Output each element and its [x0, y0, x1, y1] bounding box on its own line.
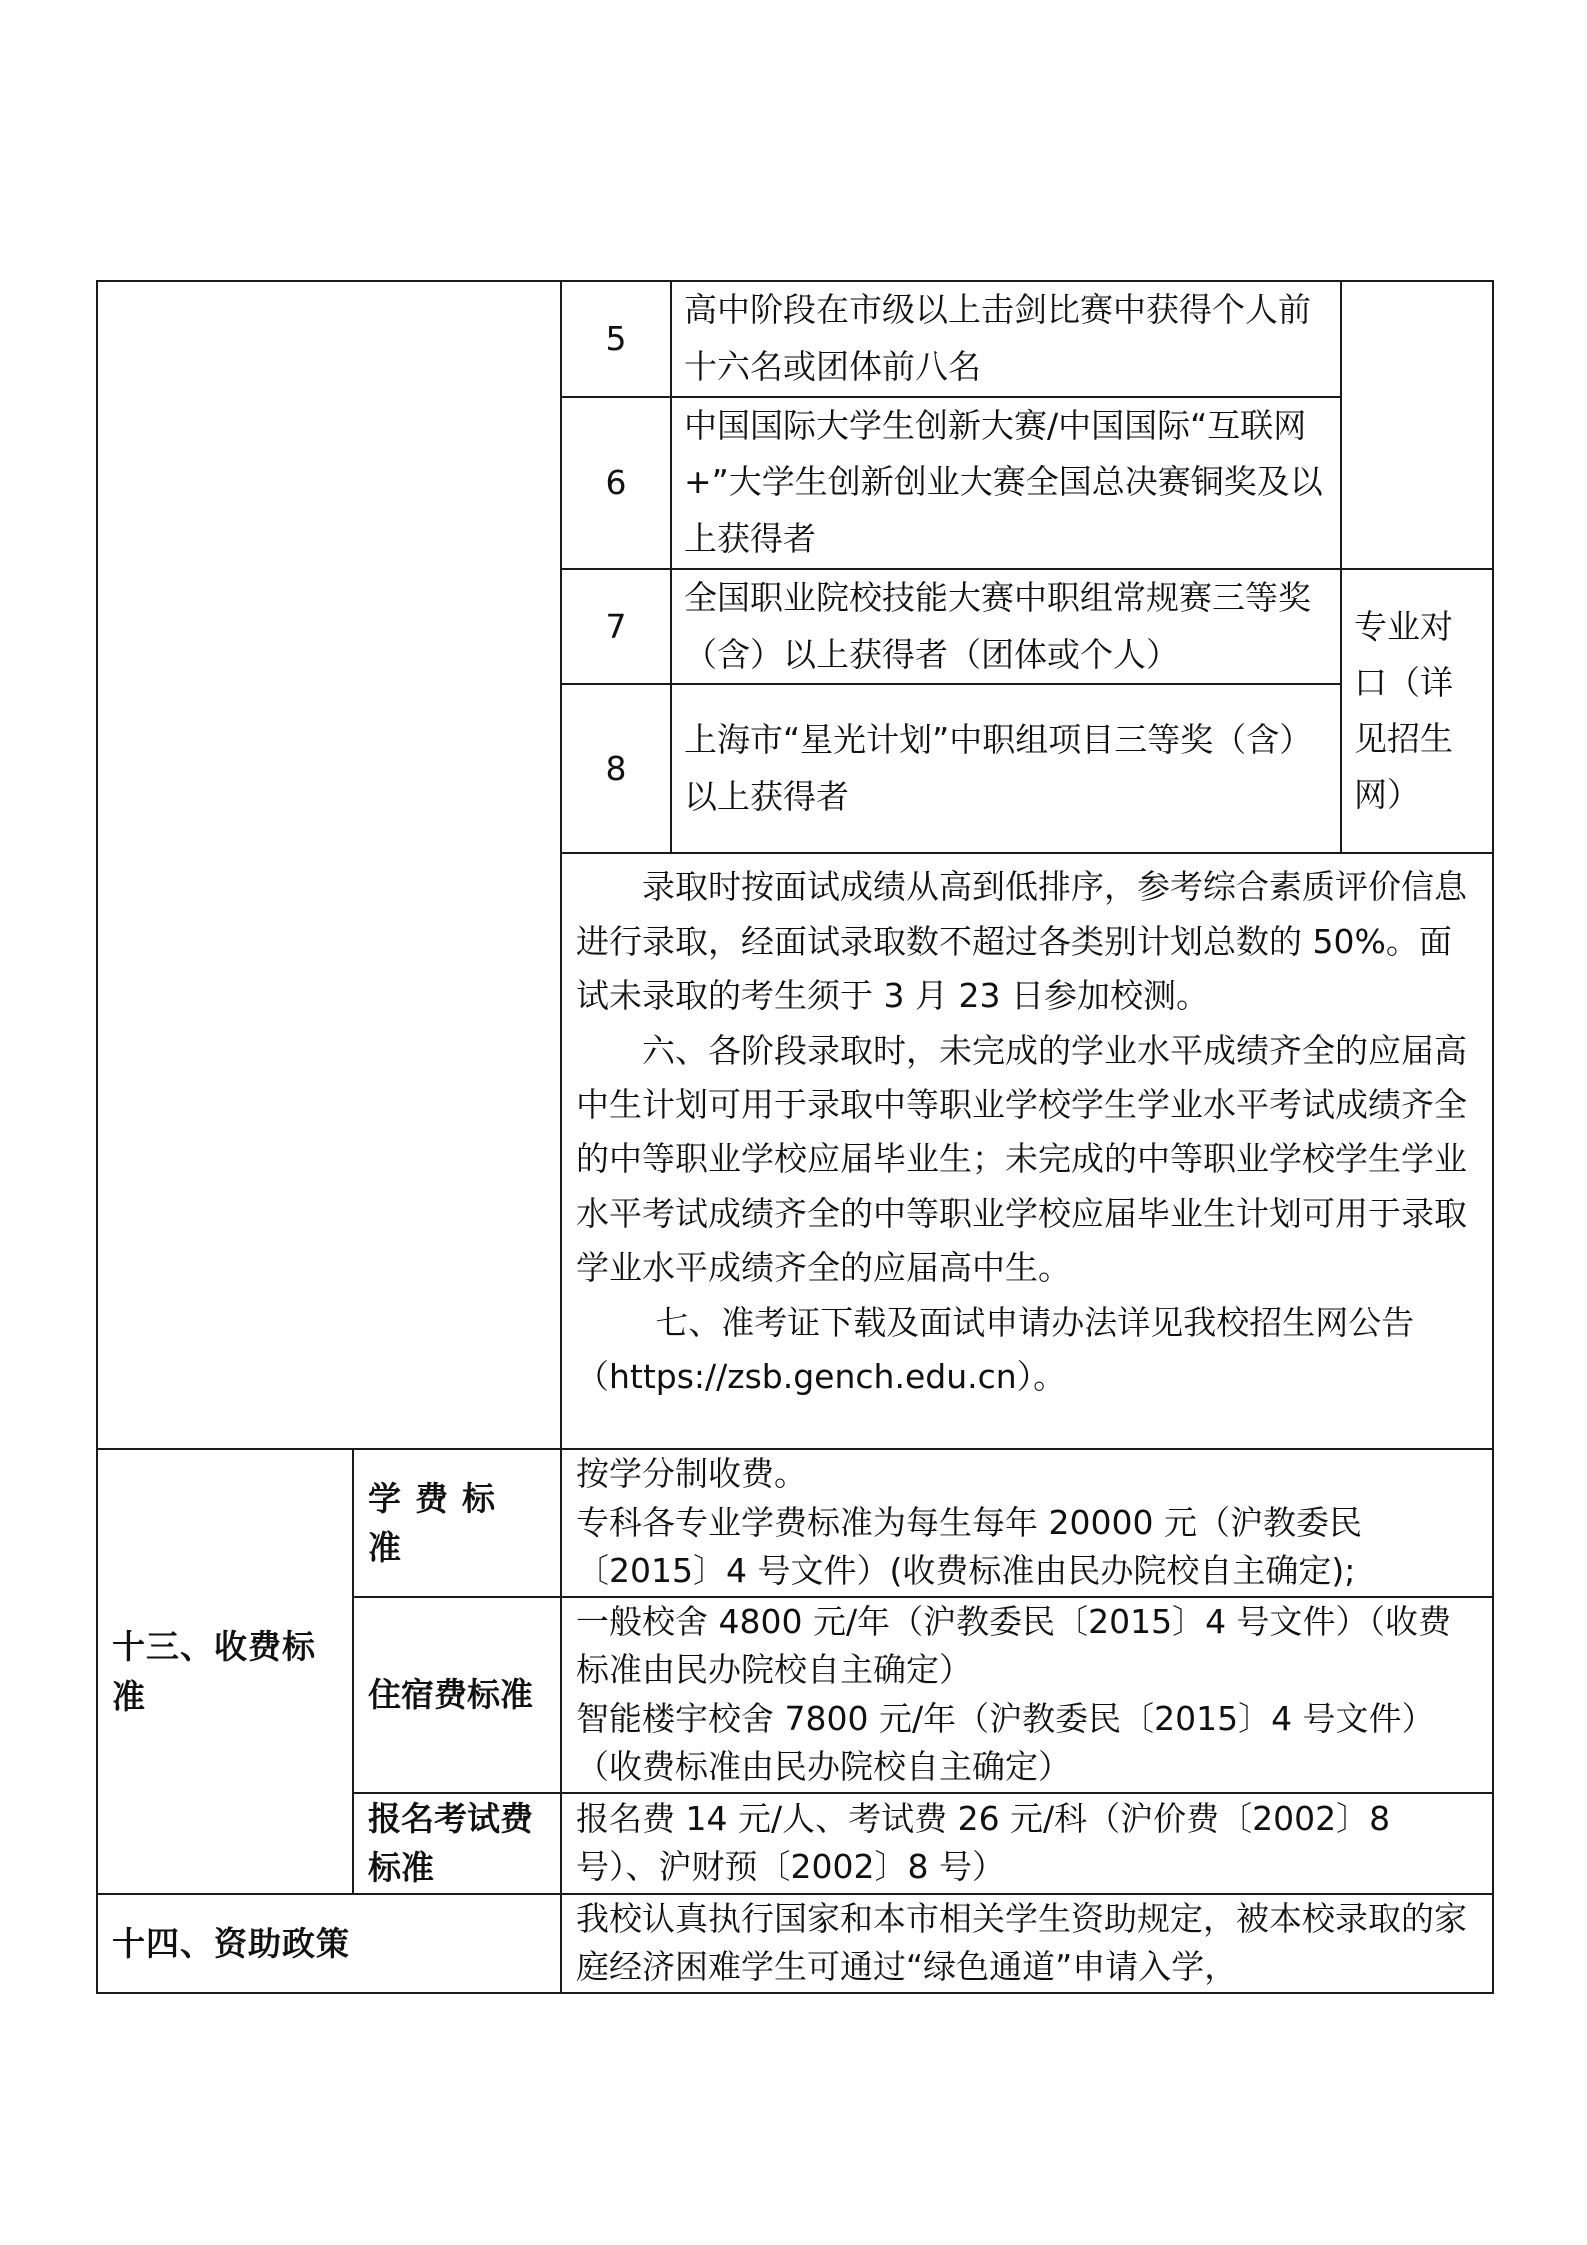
- tuition-line: 按学分制收费。: [576, 1454, 807, 1494]
- empty-side-cell: [1341, 281, 1493, 569]
- exam-fee-content: 报名费 14 元/人、考试费 26 元/科（沪价费〔2002〕8 号）、沪财预〔2002〕8 号）: [561, 1793, 1493, 1894]
- tuition-line: 专科各专业学费标准为每生每年 20000 元（沪教委民〔2015〕4 号文件）(收费标准由民办院校自主确定);: [576, 1502, 1362, 1591]
- award-text: 全国职业院校技能大赛中职组常规赛三等奖（含）以上获得者（团体或个人）: [671, 569, 1341, 685]
- award-text: 上海市“星光计划”中职组项目三等奖（含）以上获得者: [671, 684, 1341, 853]
- award-number: 8: [561, 684, 671, 853]
- housing-line: 一般校舍 4800 元/年（沪教委民〔2015〕4 号文件）（收费标准由民办院校自主确定）: [576, 1601, 1452, 1690]
- housing-label: 住宿费标准: [353, 1597, 561, 1793]
- admission-note-paragraph: 录取时按面试成绩从高到低排序，参考综合素质评价信息进行录取，经面试录取数不超过各类别计划总数的 50%。面试未录取的考生须于 3 月 23 日参加校测。: [576, 867, 1467, 1016]
- award-number: 7: [561, 569, 671, 685]
- award-row: [97, 281, 1493, 397]
- award-text: 高中阶段在市级以上击剑比赛中获得个人前十六名或团体前八名: [671, 281, 1341, 397]
- award-text: 中国国际大学生创新大赛/中国国际“互联网+”大学生创新创业大赛全国总决赛铜奖及以上获得者: [671, 397, 1341, 569]
- aid-row: [97, 1894, 1493, 1993]
- fee-row-tuition: [97, 1449, 1493, 1597]
- award-number: 6: [561, 397, 671, 569]
- housing-content: [561, 1597, 1493, 1793]
- aid-section-title: 十四、资助政策: [97, 1894, 561, 1993]
- tuition-content: [561, 1449, 1493, 1597]
- fees-section-title: 十三、收费标准: [97, 1449, 353, 1894]
- admissions-table: [96, 280, 1494, 1994]
- award-side-note: 专业对口（详见招生网）: [1341, 569, 1493, 854]
- housing-line: 智能楼宇校舍 7800 元/年（沪教委民〔2015〕4 号文件）（收费标准由民办院校自主确定）: [576, 1698, 1435, 1787]
- aid-content: 我校认真执行国家和本市相关学生资助规定，被本校录取的家庭经济困难学生可通过“绿色通道”申请入学，: [561, 1894, 1493, 1993]
- admission-note-paragraph: 七、准考证下载及面试申请办法详见我校招生网公告（https://zsb.gench.edu.cn）。: [576, 1302, 1415, 1397]
- admission-note-paragraph: 六、各阶段录取时，未完成的学业水平成绩齐全的应届高中生计划可用于录取中等职业学校学生学业水平考试成绩齐全的中等职业学校应届毕业生；未完成的中等职业学校学生学业水平考试成绩齐全的中等职业学校应届毕业生计划可用于录取学业水平成绩齐全的应届高中生。: [576, 1030, 1467, 1288]
- award-number: 5: [561, 281, 671, 397]
- empty-left-cell: [97, 281, 561, 1449]
- admission-notes: [561, 853, 1493, 1449]
- tuition-label: 学费标准: [353, 1449, 561, 1597]
- exam-fee-label: 报名考试费标准: [353, 1793, 561, 1894]
